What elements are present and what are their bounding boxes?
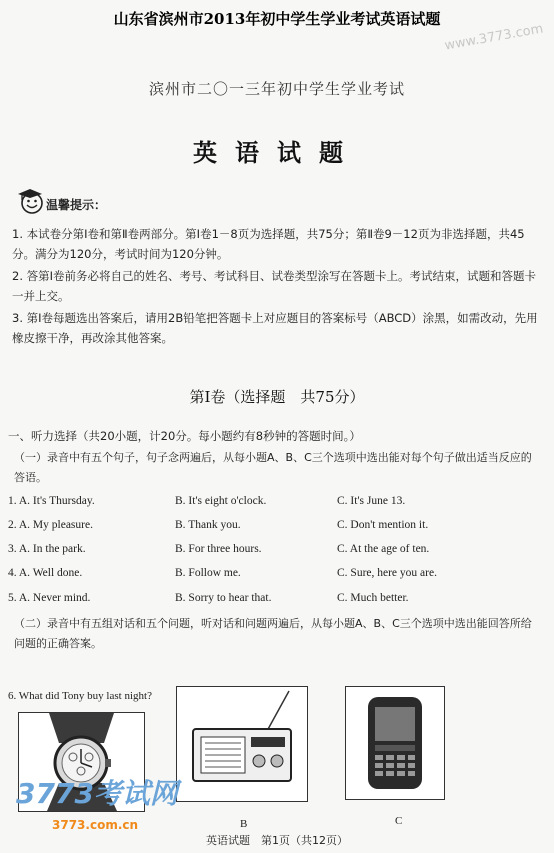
part1-instruction: （一）录音中有五个句子，句子念两遍后，从每小题A、B、C三个选项中选出能对每个句子做出适当反应的答语。 xyxy=(14,451,532,484)
q5-option-c: C. Much better. xyxy=(337,592,409,604)
section-title: 第Ⅰ卷（选择题 共75分） xyxy=(189,388,365,406)
q3-option-c: C. At the age of ten. xyxy=(337,543,430,555)
q5-option-b: B. Sorry to hear that. xyxy=(175,592,272,604)
site-logo-url: 3773.com.cn xyxy=(52,818,139,832)
q5-option-a: 5. A. Never mind. xyxy=(8,592,91,604)
q3-option-a: 3. A. In the park. xyxy=(8,543,86,555)
q1-option-b: B. It's eight o'clock. xyxy=(175,495,267,507)
question-6: 6. What did Tony buy last night? xyxy=(8,690,152,702)
tip-1: 1. 本试卷分第Ⅰ卷和第Ⅱ卷两部分。第Ⅰ卷1－8页为选择题，共75分；第Ⅱ卷9－12页为非选择题，共45分。满分为120分，考试时间为120分钟。 xyxy=(12,227,525,261)
tip-2: 2. 答第Ⅰ卷前务必将自己的姓名、考号、考试科目、试卷类型涂写在答题卡上。考试结束，试题和答题卡一并上交。 xyxy=(12,269,537,303)
part-heading: 一、听力选择（共20小题，计20分。每小题约有8秒钟的答题时间。） xyxy=(8,429,361,443)
q4-option-a: 4. A. Well done. xyxy=(8,567,83,579)
q1-option-a: 1. A. It's Thursday. xyxy=(8,495,95,507)
tips-label: 温馨提示： xyxy=(46,198,107,212)
q4-option-b: B. Follow me. xyxy=(175,567,241,579)
q4-option-c: C. Sure, here you are. xyxy=(337,567,437,579)
option-b-label: B xyxy=(240,818,248,830)
tip-3: 3. 第Ⅰ卷每题选出答案后，请用2B铅笔把答题卡上对应题目的答案标号（ABCD）涂黑，如需改动，先用橡皮擦干净，再改涂其他答案。 xyxy=(12,311,538,345)
subject-title: 英语试题 xyxy=(193,138,361,167)
q2-option-c: C. Don't mention it. xyxy=(337,519,429,531)
q1-option-c: C. It's June 13. xyxy=(337,495,406,507)
q3-option-b: B. For three hours. xyxy=(175,543,262,555)
q2-option-a: 2. A. My pleasure. xyxy=(8,519,93,531)
q2-option-b: B. Thank you. xyxy=(175,519,241,531)
watermark: www.3773.com xyxy=(443,21,545,54)
site-logo: 3773考试网 xyxy=(16,777,178,810)
exam-title: 滨州市二〇一三年初中学生学业考试 xyxy=(148,80,405,98)
option-b-image xyxy=(176,686,308,802)
phone-icon xyxy=(346,687,444,799)
radio-icon xyxy=(177,687,307,801)
option-c-image xyxy=(345,686,445,800)
option-c-label: C xyxy=(395,815,403,827)
page-footer: 英语试题 第1页（共12页） xyxy=(206,834,348,847)
document-title: 山东省滨州市2013年初中学生学业考试英语试题 xyxy=(113,10,441,28)
part2-instruction: （二）录音中有五组对话和五个问题，听对话和问题两遍后，从每小题A、B、C三个选项中选出能回答所给问题的正确答案。 xyxy=(14,617,532,650)
